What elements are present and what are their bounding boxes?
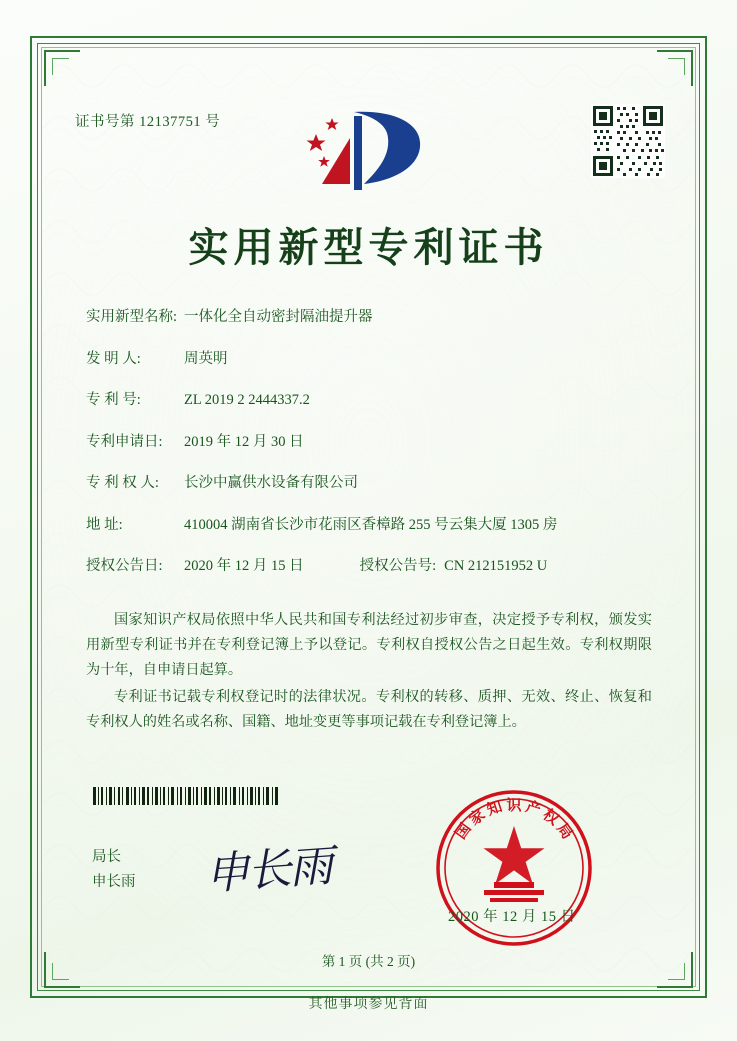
field-row-application-date [86,430,656,451]
svg-text:局: 局 [553,819,577,843]
svg-text:识: 识 [506,796,522,814]
legal-paragraph-2: 专利证书记载专利权登记时的法律状况。专利权的转移、质押、无效、终止、恢复和专利权人的姓名或名称、国籍、地址变更等事项记载在专利登记簿上。 [86,689,652,730]
field-row-patentee [86,471,656,492]
qr-code-icon [591,104,665,178]
field-label-patent-number: 专 利 号: [86,392,141,408]
field-label-address: 地 址: [86,516,123,533]
field-value-name: 一体化全自动密封隔油提升器 [184,309,373,325]
field-label-inventor: 发 明 人: [86,350,141,367]
legal-paragraph-1: 国家知识产权局依照中华人民共和国专利法经过初步审查，决定授予专利权，颁发实用新型专利证书并在专利登记簿上予以登记。专利权自授权公告之日起生效。专利权期限为十年，自申请日起算。 [86,612,652,678]
svg-text:产: 产 [523,797,544,819]
handwritten-signature: 申长雨 [203,840,333,901]
corner-ornament-top-right [657,50,693,86]
field-row-address [86,513,656,534]
field-label-grant-date: 授权公告日: [86,558,163,574]
field-value-application-date: 2019 年 12 月 30 日 [184,433,304,450]
corner-ornament-top-left [44,50,80,86]
field-value-inventor: 周英明 [184,350,228,367]
page-indicator: 第 1 页 (共 2 页) [321,954,416,969]
field-value-grant-date: 2020 年 12 月 15 日 [184,558,304,574]
field-label-patentee: 专 利 权 人: [86,475,159,491]
cnipa-logo-icon [302,104,432,192]
seal-date: 2020 年 12 月 15 日 [448,909,576,925]
page-title: 实用新型专利证书 [188,224,549,271]
field-row-patent-number [86,388,656,409]
svg-text:家: 家 [465,805,489,829]
footnote: 其他事项参见背面 [308,997,429,1012]
signatory-name: 申长雨 [92,874,136,890]
barcode-icon [93,787,281,805]
svg-text:权: 权 [539,805,563,829]
field-label-application-date: 专利申请日: [86,433,163,450]
svg-text:国: 国 [451,819,475,843]
legal-text [86,608,652,737]
field-label-grant-number: 授权公告号: [359,558,437,574]
field-row-inventor [86,347,656,368]
field-value-patentee: 长沙中赢供水设备有限公司 [184,475,358,491]
field-row-name [86,305,656,326]
field-row-grant [86,554,656,575]
certificate-number: 证书号第 12137751 号 [75,114,221,130]
field-label-name: 实用新型名称: [86,309,178,325]
field-value-patent-number: ZL 2019 2 2444337.2 [184,392,310,408]
signatory-block [92,845,136,895]
svg-text:知: 知 [484,797,505,819]
field-value-grant-number: CN 212151952 U [444,558,548,574]
field-list [86,305,656,596]
signatory-title: 局长 [92,849,121,865]
field-value-address: 410004 湖南省长沙市花雨区香樟路 255 号云集大厦 1305 房 [184,516,558,533]
